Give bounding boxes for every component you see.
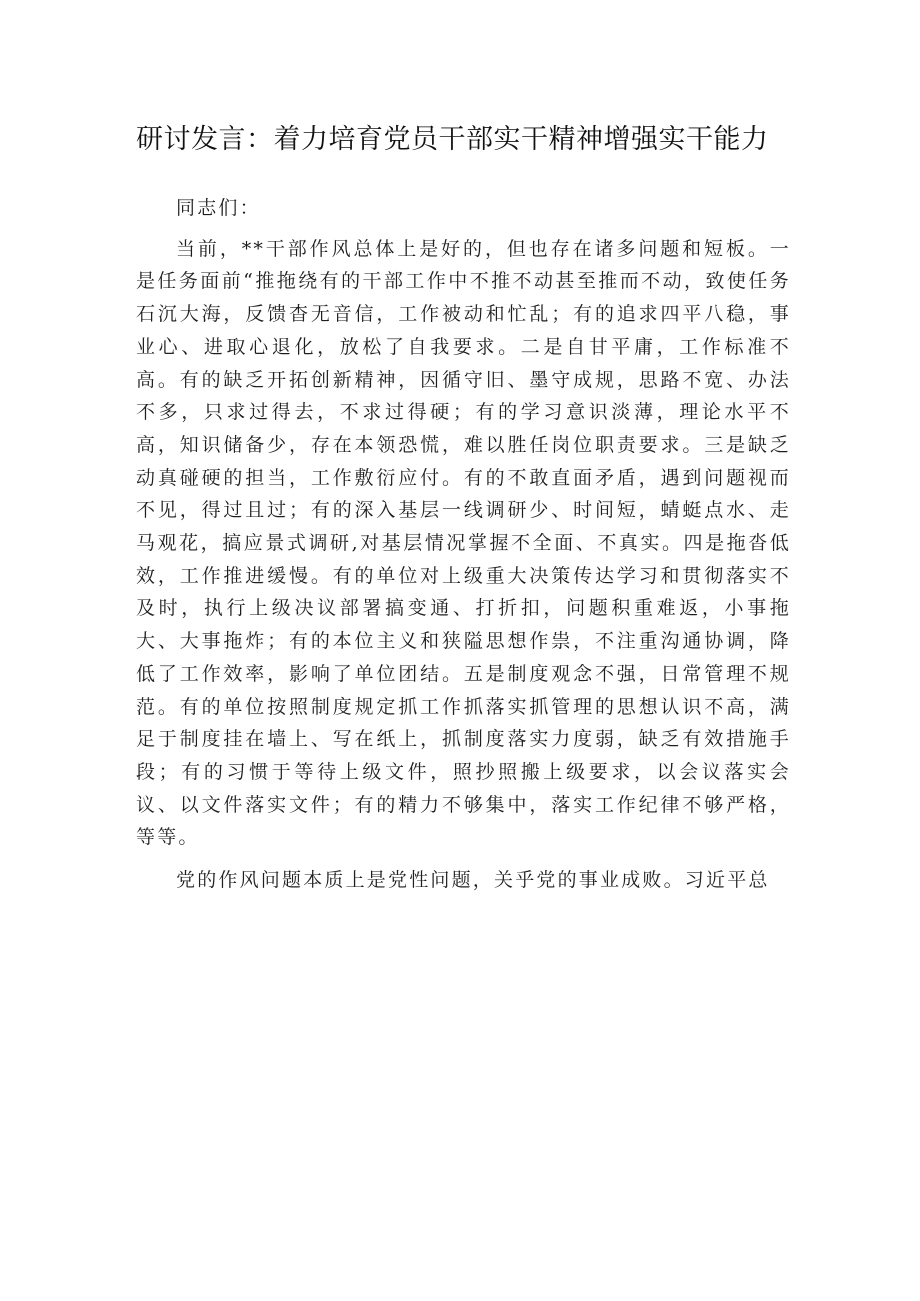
document-body bbox=[136, 192, 791, 907]
paragraph-conduct: 党的作风问题本质上是党性问题，关乎党的事业成败。习近平总 bbox=[176, 869, 770, 892]
document-title: 研讨发言：着力培育党员干部实干精神增强实干能力 bbox=[136, 124, 769, 155]
paragraph-issues: 当前，**干部作风总体上是好的，但也存在诸多问题和短板。一是任务面前“推拖绕有的干部工作中不推不动甚至推而不动，致使任务石沉大海，反馈杳无音信，工作被动和忙乱；有的追求四平八稳，事业心、进取心退化，放松了自我要求。二是自甘平庸，工作标准不高。有的缺乏开拓创新精神，因循守旧、墨守成规，思路不宽、办法不多，只求过得去，不求过得硬；有的学习意识淡薄，理论水平不高，知识储备少，存在本领恐慌，难以胜任岗位职责要求。三是缺乏动真碰硬的担当，工作敷衍应付。有的不敢直面矛盾，遇到问题视而不见，得过且过；有的深入基层一线调研少、时间短，蜻蜓点水、走马观花，搞应景式调研,对基层情况掌握不全面、不真实。四是拖沓低效，工作推进缓慢。有的单位对上级重大决策传达学习和贯彻落实不及时，执行上级决议部署搞变通、打折扣，问题积重难返，小事拖大、大事拖炸；有的本位主义和狭隘思想作祟，不注重沟通协调，降低了工作效率，影响了单位团结。五是制度观念不强，日常管理不规范。有的单位按照制度规定抓工作抓落实抓管理的思想认识不高，满足于制度挂在墙上、写在纸上，抓制度落实力度弱，缺乏有效措施手段；有的习惯于等待上级文件，照抄照搬上级要求，以会议落实会议、以文件落实文件；有的精力不够集中，落实工作纪律不够严格，等等。 bbox=[136, 237, 791, 849]
salutation: 同志们： bbox=[176, 197, 261, 219]
